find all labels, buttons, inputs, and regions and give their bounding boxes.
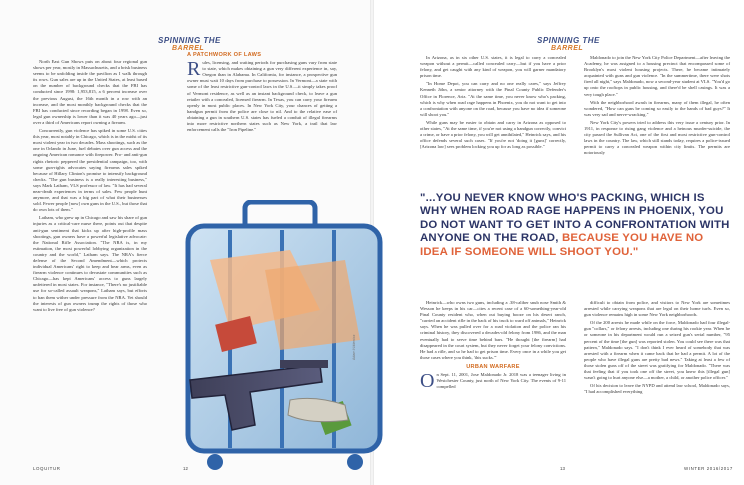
page-number-right: 13 (560, 466, 565, 471)
paragraph: While guns may be easier to obtain and carry in Arizona as opposed to other states, "At the same time, if you're not using a handgun correctly, convict a crime, or have a prior felony, you will get annihilated," Heinrick says, and his office defends several such cases. "If you're not 'doing it [guns]' correctly, [Arizona law] sees problem locking you up for as long as possible." (420, 119, 566, 150)
paragraph: Latham, who grew up in Chicago and saw his share of gun injuries as a critical-care nurse there, points out that despite anti-gun sentiment that kicks up after high-profile mass shootings, gun owners have a powerful legislative advocate: the National Rifle Association. "The NRA is, in my estimation, the most powerful lobbying organization in the country and the world," Latham says. The NRA's fierce defense of the Second Amendment—which protects individual Americans' right to keep and bear arms, even as firearm violence continues to devastate communities such as Chicago—has kept Americans' access to guns largely unfettered in most states. For instance, "There's no justifiable use for so-called assault weapons," Latham says, but efforts to ban them wither under pressure from the NRA. Yet should the interests of gun owners trump the rights of those who want to live free of gun violence? (33, 215, 147, 312)
paragraph: Heinrick—who owns two guns, including a .38-caliber snub nose Smith & Wesson he keeps in his car—cites a recent case of a 60-something-year-old Pinal County resident who, when out buying booze on his desert ranch, "carried an accident rifle in the back of his truck to ward off animals," Heinrick says. When he was pulled over for a road violation and the police ran his criminal history, they discovered a decades-old felony from 1986, and the man eventually had to serve time behind bars. "He thought [the firearm] had disappeared in the court system, but they never forget your felony convictions. He had a rifle, and so he had to get prison time. Every once in a while you get those cases where you think, 'this sucks.'" (420, 300, 566, 360)
paragraph: n Sept. 11, 2001, Jose Maldonado Jr. 2018 was a teenager living in Westchester County, just north of New York City. The events of 9-11 compelled (436, 372, 566, 390)
pull-quote-main: "...YOU NEVER KNOW WHO'S PACKING, WHICH IS WHY WHEN ROAD RAGE HAPPENS IN PHOENIX, YOU DO NOT WANT TO GET INTO A CONFRONTATION WITH ANYONE ON THE ROAD, (420, 192, 730, 245)
right-column-1 (420, 55, 566, 183)
pull-quote-highlight: BECAUSE YOU HAVE NO IDEA IF SOMEONE WILL SHOOT YOU." (420, 232, 704, 258)
wheel-icon (347, 454, 363, 470)
wheel-icon (207, 454, 223, 470)
footer-publication: LOQUITUR (33, 466, 61, 471)
paragraph: Of the 200 arrests he made while on the force, Maldonado had four illegal-gun "collars," or felony arrests, including one during his rookie year. When he or someone in his department would run a seized gun's serial number, "95 percent of the time [the gun] was reported stolen. You could see there was that pattern," Maldonado says. "I don't think I ever heard of somebody that was arrested with a firearm when it came back that he had a permit. A lot of the people who have illegal guns are pretty bad news." Taking at least a few of those stolen guns off of the street was gratifying for Maldonado. "There was that feeling that if you took one off the street, you knew this [illegal gun] wasn't going to hurt anyone else—a mother, a child, or another police officer." (584, 320, 730, 381)
drop-cap: R (187, 58, 201, 81)
pull-quote (420, 192, 730, 259)
left-column-1 (33, 59, 147, 459)
drop-cap: O (420, 370, 435, 393)
paragraph: Maldonado to join the New York City Police Department—after leaving the Academy, he was assigned to a housing precinct that encompassed some of Brooklyn's most violent housing projects. There, he became intimately acquainted with guns and gun violence. "In the summertime, there were shots fired all night," says Maldonado, now a second-year student at VLS. "You'd go up onto the rooftops in public housing, and there'd be shell casings. It was a very tough place." (584, 55, 730, 97)
right-column-2 (584, 55, 730, 183)
right-lower-column-1 (420, 300, 566, 462)
paragraph: With the neighborhood awash in firearms, many of them illegal, he often wondered, "How can guns be coming so easily to the hands of bad guys?" It was very sad and nerve-wracking." (584, 99, 730, 117)
paragraph: "In Home Depot, you can carry and no one really cares," says Jeffrey Kenneth Jöhn, a senior attorney with the Pinal County Public Defender's Office in Florence, Ariz. "At the same time, you never know who's packing, which is why when road rage happens in Phoenix, you do not want to get into a confrontation with anyone on the road, because you have no idea if someone will shoot you." (420, 81, 566, 117)
kicker-line-1: SPINNING THE (158, 36, 221, 45)
page-number-left: 12 (183, 466, 188, 471)
section-subhead: URBAN WARFARE (466, 363, 520, 370)
paragraph: ules, licensing, and waiting periods for purchasing guns vary from state to state, which makes obtaining a gun very different experience in, say, Oregon than in Alabama. In California, for instance, a prospective gun owner must wait 10 days from purchase to possession. In Vermont—a state with some of the least restrictive gun-control laws in the U.S.—it simply takes proof of Vermont residence, as well as an instant background check, to leave a gun retailer with a concealed, licensed firearm. In Texas, you can carry your firearm openly in most public places. In New York City, your chances of getting a handgun permit from the police are close to nil. And to the relative ease of obtaining a gun in southern U.S. states has fueled a conduit of illegal firearms into more restrictive northern states such as New York, a trail that law enforcement calls the "Iron Pipeline." (187, 60, 337, 133)
paragraph: New York City's powers tried to address this very issue a century prior. In 1911, in response to rising gang violence and a heinous murder-suicide, the city passed the Sullivan Act, one of the first and most restrictive gun-control laws in the country. The law, which still stands today, requires a police-issued permit to carry a concealed weapon within city limits. The permits are notoriously (584, 119, 730, 156)
kicker-line-2: BARREL (551, 45, 584, 52)
paragraph: Concurrently, gun violence has spiked in some U.S. cities this year, most notably in Chicago, which is in the midst of its most violent year in two decades. Mass shootings, such as the one in Orlando in June, fuel debates over gun access and the ongoing American romance with firepower. Pro- and anti-gun rights rhetoric peppered the presidential campaign, too, with some gun-rights advocates saying firearms sales spiked because of Hillary Clinton's promise to intensify background checks. "The gun business is a really interesting business," says Mark Latham, VLS professor of law. "It has had several near-death experiences in terms of sales. Few people hunt anymore, and that was a big part of what their businesses sold. Fewer people [now] own guns in the U.S., but those that do own lots of them." (33, 128, 147, 213)
paragraph: difficult to obtain from police, and visitors to New York are sometimes arrested while carrying weapons that are legal on their home turfs. Even so, gun violence remains high in some New York neighborhoods. (584, 300, 730, 318)
section-kicker-left (158, 37, 221, 53)
kicker-line-1: SPINNING THE (537, 36, 600, 45)
suitcase-illustration (170, 200, 410, 475)
section-subhead: A PATCHWORK OF LAWS (187, 52, 262, 58)
paragraph: Of his decision to leave the NYPD and attend law school, Maldonado says, "I had accomplished everything (584, 383, 730, 395)
right-lower-column-2 (584, 300, 730, 462)
paragraph: North East Gun Shows puts on about four regional gun shows per year, mostly in Massachusetts, and a brisk business seems to be unfolding inside the pavilion as I walk through its rows. Gun sales are up in the United States, at least based on the number of background checks that the FBI has conducted since 1998: 1,953,815, a 6 percent increase over the previous August, the 16th month in a row with an increase, and the most monthly background checks that the FBI has conducted since recording began in 1998. Even so, legal gun ownership is lower than it was 40 years ago—just over a third of Americans report owning a firearm. (33, 59, 147, 125)
left-column-2 (187, 52, 337, 202)
kicker-line-2: BARREL (172, 45, 205, 52)
section-kicker-right (537, 37, 600, 53)
illustration-credit: Adam Niklewicz (352, 334, 356, 360)
paragraph: In Arizona, as in six other U.S. states, it is legal to carry a concealed weapon without a permit—called concealed carry—but if you have a prior felony, and get caught with any kind of weapon, you will garner mandatory prison time. (420, 55, 566, 79)
footer-issue: WINTER 2016/2017 (684, 466, 733, 471)
folded-clothes-icon (265, 260, 360, 350)
